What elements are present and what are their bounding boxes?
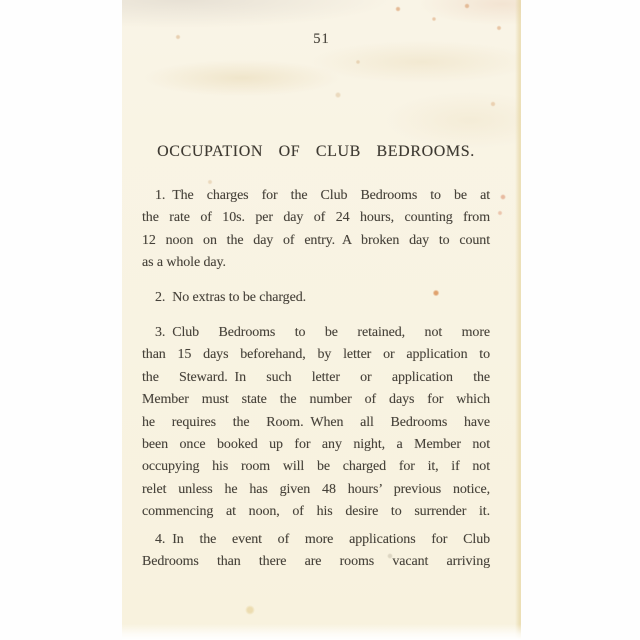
text-line: occupying his room will be charged for it, if not [142, 459, 490, 475]
text-line: 2. No extras to be charged. [155, 289, 306, 305]
text-line: been once booked up for any night, a Member not [142, 437, 490, 453]
text-line: commencing at noon, of his desire to surrender it. [142, 504, 490, 520]
section-title: OCCUPATION OF CLUB BEDROOMS. [157, 143, 475, 160]
text-line: Member must state the number of days for which [142, 392, 490, 408]
paragraph-4 [142, 529, 490, 574]
text-line: than 15 days beforehand, by letter or application to [142, 347, 490, 363]
text-line: as a whole day. [142, 255, 226, 271]
text-line: 3. Club Bedrooms to be retained, not more [155, 325, 490, 341]
paragraph-1 [142, 185, 490, 275]
text-line: relet unless he has given 48 hours’ previous notice, [142, 481, 490, 497]
text-line: the rate of 10s. per day of 24 hours, counting from [142, 210, 490, 226]
page-content [142, 48, 490, 574]
scanned-page [122, 0, 521, 640]
paragraph-2 [142, 287, 490, 309]
text-line: 4. In the event of more applications for Club [155, 531, 490, 547]
text-line: Bedrooms than there are rooms vacant arriving [142, 554, 490, 570]
page-number: 51 [313, 31, 330, 47]
text-line: the Steward. In such letter or application the [142, 369, 490, 385]
text-line: he requires the Room. When all Bedrooms have [142, 414, 490, 430]
text-line: 1. The charges for the Club Bedrooms to be at [155, 188, 490, 203]
text-line: 12 noon on the day of entry. A broken day to count [142, 232, 490, 248]
paragraph-3 [142, 322, 490, 524]
